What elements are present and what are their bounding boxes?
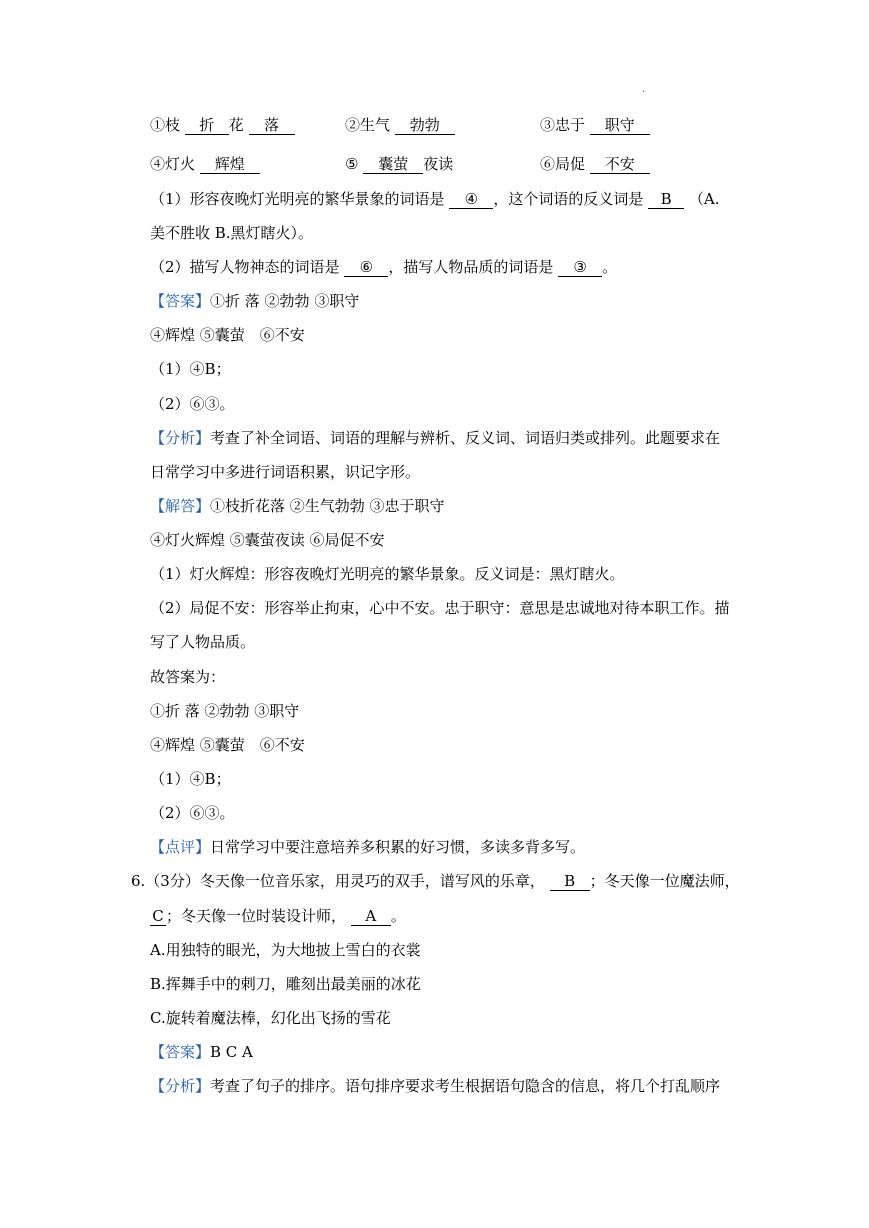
final-answer-line-4: （2）⑥③。: [150, 804, 235, 822]
solution-line-1: [150, 496, 445, 516]
q6-analysis-line: [150, 1076, 720, 1096]
analysis-text: 考查了句子的排序。语句排序要求考生根据语句隐含的信息，将几个打乱顺序: [210, 1077, 721, 1095]
option-c: C.旋转着魔法棒，幻化出飞扬的雪花: [150, 1009, 391, 1027]
item-prefix: ①枝: [150, 116, 181, 134]
blank: B: [550, 872, 590, 891]
option-a: A.用独特的眼光，为大地披上雪白的衣裳: [150, 941, 421, 959]
blank: ③: [558, 258, 602, 277]
solution-tag: 【解答】: [150, 497, 211, 515]
blank: ⑥: [344, 258, 388, 277]
item-prefix: ⑥局促: [540, 155, 586, 173]
question-text: （A.: [688, 190, 720, 208]
question-text: ，描写人物品质的词语是: [388, 258, 554, 276]
question-text: （2）描写人物神态的词语是: [150, 258, 340, 276]
answer-line-4: （2）⑥③。: [150, 395, 235, 413]
corner-mark: .: [642, 84, 646, 95]
solution-line-5: 写了人物品质。: [150, 633, 256, 651]
blank: B: [648, 190, 684, 209]
final-answer-line-2: ④辉煌 ⑤囊萤 ⑥不安: [150, 736, 305, 754]
question-text: 。: [602, 258, 618, 276]
answer-line-1: [150, 291, 359, 311]
question-text: 6.（3分）冬天像一位音乐家，用灵巧的双手，谱写风的乐章，: [131, 872, 545, 890]
blank: 职守: [590, 116, 650, 135]
blank: C: [150, 907, 166, 926]
analysis-line-1: [150, 428, 720, 448]
answer-text: ①折 落 ②勃勃 ③职守: [210, 292, 360, 310]
blank: 勃勃: [395, 116, 455, 135]
answer-text: B C A: [210, 1043, 253, 1061]
blank: 落: [249, 116, 295, 135]
final-answer-line-1: ①折 落 ②勃勃 ③职守: [150, 702, 300, 720]
solution-line-3: （1）灯火辉煌：形容夜晚灯光明亮的繁华景象。反义词是：黑灯瞎火。: [150, 565, 625, 583]
sub-question-1-cont: 美不胜收 B.黑灯瞎火）。: [150, 224, 314, 242]
question-text: ；冬天像一位魔法师，: [589, 872, 740, 890]
solution-line-4: （2）局促不安：形容举止拘束，心中不安。忠于职守：意思是忠诚地对待本职工作。描: [150, 599, 730, 617]
q6-line-2: [150, 906, 406, 926]
analysis-text: 考查了补全词语、词语的理解与辨析、反义词、词语归类或排列。此题要求在: [210, 429, 721, 447]
word-item-5: [345, 154, 453, 174]
analysis-line-2: 日常学习中多进行词语积累，识记字形。: [150, 463, 421, 481]
item-prefix: ⑤: [345, 155, 359, 173]
comment-line: [150, 837, 585, 857]
answer-tag: 【答案】: [150, 1043, 211, 1061]
word-item-6: [540, 154, 650, 174]
analysis-tag: 【分析】: [150, 429, 211, 447]
word-item-4: [150, 154, 260, 174]
question-text: 。: [390, 907, 406, 925]
answer-tag: 【答案】: [150, 292, 211, 310]
comment-tag: 【点评】: [150, 838, 211, 856]
blank: 折: [185, 116, 229, 135]
answer-line-3: （1）④B；: [150, 360, 231, 378]
solution-line-2: ④灯火辉煌 ⑤囊萤夜读 ⑥局促不安: [150, 531, 385, 549]
question-text: （1）形容夜晚灯光明亮的繁华景象的词语是: [150, 190, 445, 208]
so-answer-label: 故答案为：: [150, 668, 226, 686]
sub-question-2: [150, 257, 617, 277]
word-item-3: [540, 115, 650, 135]
item-prefix: ②生气: [345, 116, 391, 134]
blank: ④: [449, 190, 493, 209]
question-text: ；冬天像一位时装设计师，: [166, 907, 347, 925]
blank: 辉煌: [200, 155, 260, 174]
analysis-tag: 【分析】: [150, 1077, 211, 1095]
blank: 囊萤: [363, 155, 423, 174]
item-suffix: 夜读: [423, 155, 454, 173]
question-text: ，这个词语的反义词是: [493, 190, 644, 208]
answer-line-2: ④辉煌 ⑤囊萤 ⑥不安: [150, 326, 305, 344]
blank: 不安: [590, 155, 650, 174]
blank: A: [351, 907, 391, 926]
word-item-1: [150, 115, 295, 135]
solution-text: ①枝折花落 ②生气勃勃 ③忠于职守: [210, 497, 445, 515]
item-prefix: ③忠于: [540, 116, 586, 134]
comment-text: 日常学习中要注意培养多积累的好习惯，多读多背多写。: [210, 838, 586, 856]
word-item-2: [345, 115, 455, 135]
q6-line-1: [131, 871, 740, 891]
item-mid: 花: [228, 116, 244, 134]
item-prefix: ④灯火: [150, 155, 196, 173]
option-b: B.挥舞手中的剌刀，雕刻出最美丽的冰花: [150, 975, 421, 993]
final-answer-line-3: （1）④B；: [150, 770, 231, 788]
q6-answer-line: [150, 1042, 253, 1062]
sub-question-1: [150, 189, 720, 209]
